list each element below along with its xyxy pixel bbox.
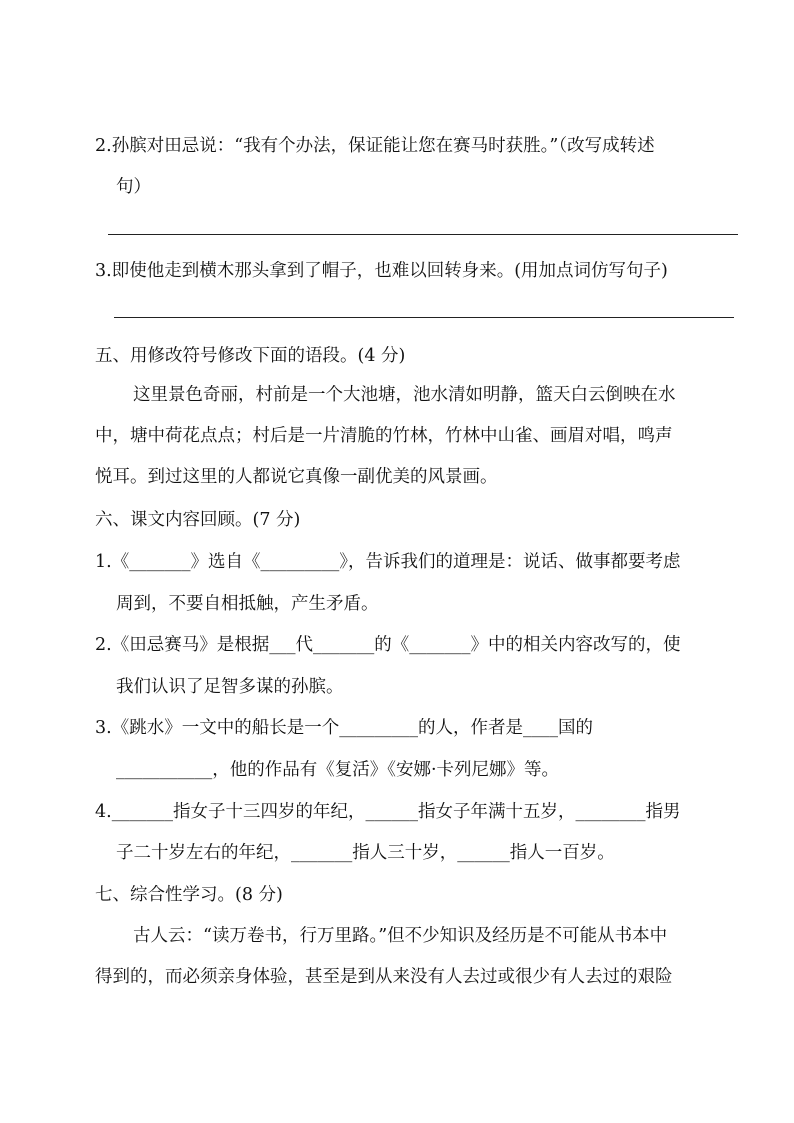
section-5-paragraph-line-2: 中，塘中荷花点点；村后是一片清脆的竹林，竹林中山雀、画眉对唱，鸣声 xyxy=(95,426,673,446)
section-6-item-2-line-1: 2.《田忌赛马》是根据___代_______的《_______》中的相关内容改写的，使 xyxy=(95,635,681,655)
section-6-heading: 六、课文内容回顾。(7 分) xyxy=(95,510,301,530)
section-6-item-1-line-2: 周到，不要自相抵触，产生矛盾。 xyxy=(116,594,379,614)
section-6-item-3-line-2: ___________，他的作品有《复活》《安娜·卡列尼娜》等。 xyxy=(116,760,560,780)
section-7-paragraph-line-2: 得到的，而必须亲身体验，甚至是到从来没有人去过或很少有人去过的艰险 xyxy=(95,967,673,987)
section-5-heading: 五、用修改符号修改下面的语段。(4 分) xyxy=(95,346,406,366)
section-6-item-1-line-1: 1.《_______》选自《_________》，告诉我们的道理是：说话、做事都要考虑 xyxy=(95,552,681,572)
section-6-item-2-line-2: 我们认识了足智多谋的孙膑。 xyxy=(116,677,344,697)
answer-line-q3[interactable] xyxy=(114,317,734,318)
question-2-line-2: 句） xyxy=(116,177,151,197)
question-2-line-1: 2.孙膑对田忌说：“我有个办法，保证能让您在赛马时获胜。”（改写成转述 xyxy=(95,136,655,156)
section-5-paragraph-line-1: 这里景色奇丽，村前是一个大池塘，池水清如明静，篮天白云倒映在水 xyxy=(133,385,676,405)
section-6-item-4-line-1: 4._______指女子十三四岁的年纪，______指女子年满十五岁，________指男 xyxy=(95,802,681,822)
section-7-heading: 七、综合性学习。(8 分) xyxy=(95,885,283,905)
answer-line-q2[interactable] xyxy=(108,234,738,235)
question-3-line-1: 3.即使他走到横木那头拿到了帽子，也难以回转身来。(用加点词仿写句子) xyxy=(95,261,668,281)
section-7-paragraph-line-1: 古人云：“读万卷书，行万里路。”但不少知识及经历是不可能从书本中 xyxy=(133,926,668,946)
section-5-paragraph-line-3: 悦耳。到过这里的人都说它真像一副优美的风景画。 xyxy=(95,467,498,487)
section-6-item-3-line-1: 3.《跳水》一文中的船长是一个_________的人，作者是____国的 xyxy=(95,718,593,738)
section-6-item-4-line-2: 子二十岁左右的年纪，_______指人三十岁，______指人一百岁。 xyxy=(116,843,615,863)
